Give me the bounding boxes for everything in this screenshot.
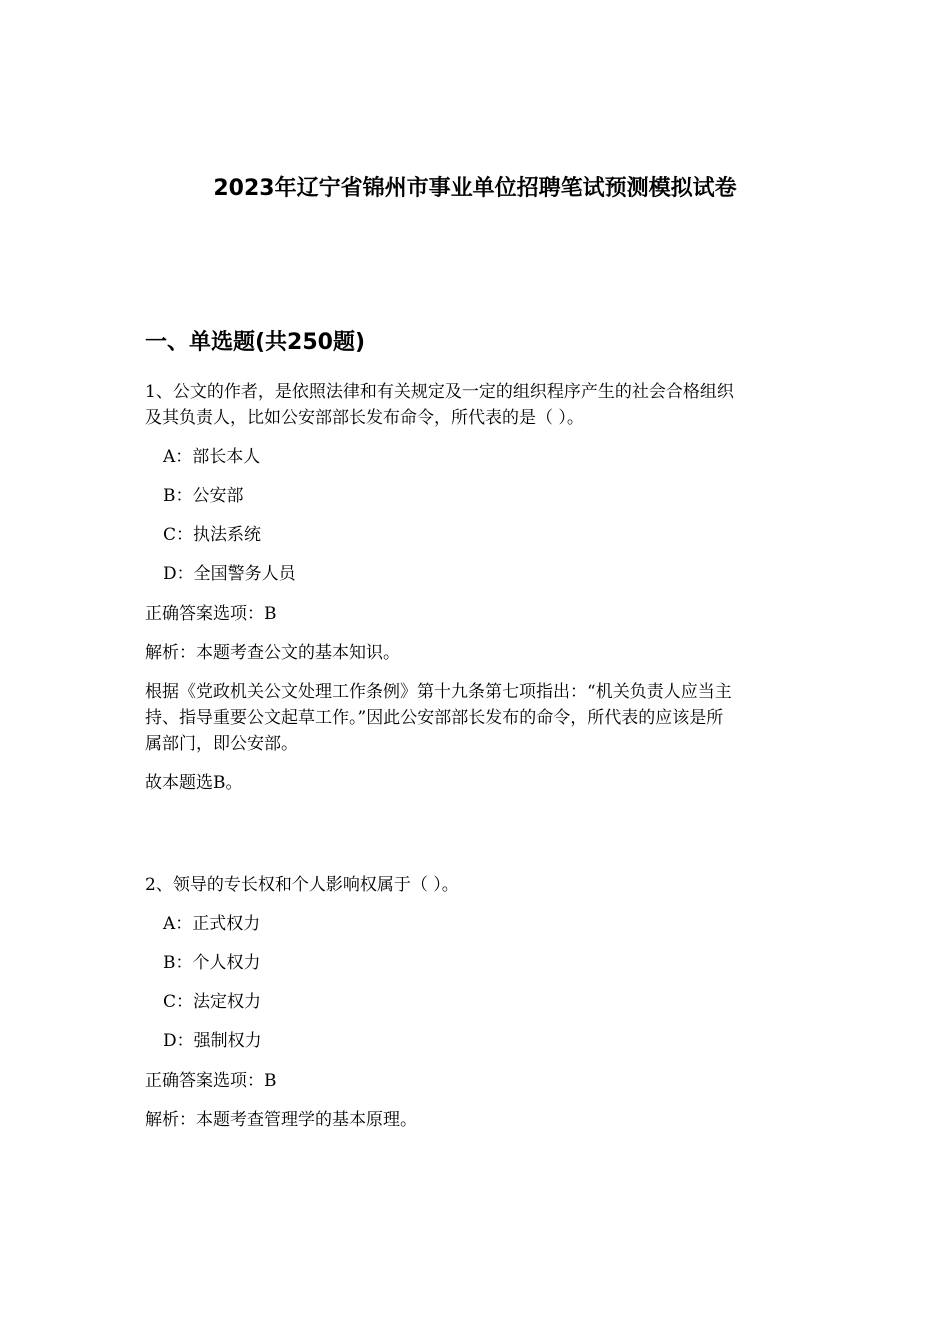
question-1-answer: 正确答案选项：B	[145, 604, 277, 624]
question-1-stem-line-1: 1、公文的作者，是依照法律和有关规定及一定的组织程序产生的社会合格组织	[145, 382, 734, 402]
question-2-answer: 正确答案选项：B	[145, 1071, 277, 1091]
question-1-conclusion: 故本题选B。	[145, 773, 243, 793]
question-2-option-a: A：正式权力	[163, 914, 261, 934]
question-1-stem-line-2: 及其负责人，比如公安部部长发布命令，所代表的是（ ）。	[145, 408, 584, 428]
question-2-option-b: B：个人权力	[163, 953, 261, 973]
question-1-explanation-line-2: 持、指导重要公文起草工作。”因此公安部部长发布的命令，所代表的应该是所	[145, 708, 724, 728]
question-1-analysis: 解析：本题考查公文的基本知识。	[145, 643, 400, 663]
question-2-stem: 2、领导的专长权和个人影响权属于（ ）。	[145, 875, 459, 895]
question-1-option-d: D：全国警务人员	[163, 564, 296, 584]
question-1-option-a: A：部长本人	[163, 447, 261, 467]
question-1-explanation-line-1: 根据《党政机关公文处理工作条例》第十九条第七项指出：“机关负责人应当主	[145, 682, 732, 702]
question-1-option-b: B：公安部	[163, 486, 244, 506]
question-1-explanation-line-3: 属部门，即公安部。	[145, 734, 298, 754]
page-title: 2023年辽宁省锦州市事业单位招聘笔试预测模拟试卷	[213, 176, 737, 201]
section-heading: 一、单选题(共250题)	[145, 330, 366, 355]
question-2-option-d: D：强制权力	[163, 1031, 262, 1051]
question-2-option-c: C：法定权力	[163, 992, 262, 1012]
question-2-analysis: 解析：本题考查管理学的基本原理。	[145, 1110, 417, 1130]
question-1-option-c: C：执法系统	[163, 525, 262, 545]
